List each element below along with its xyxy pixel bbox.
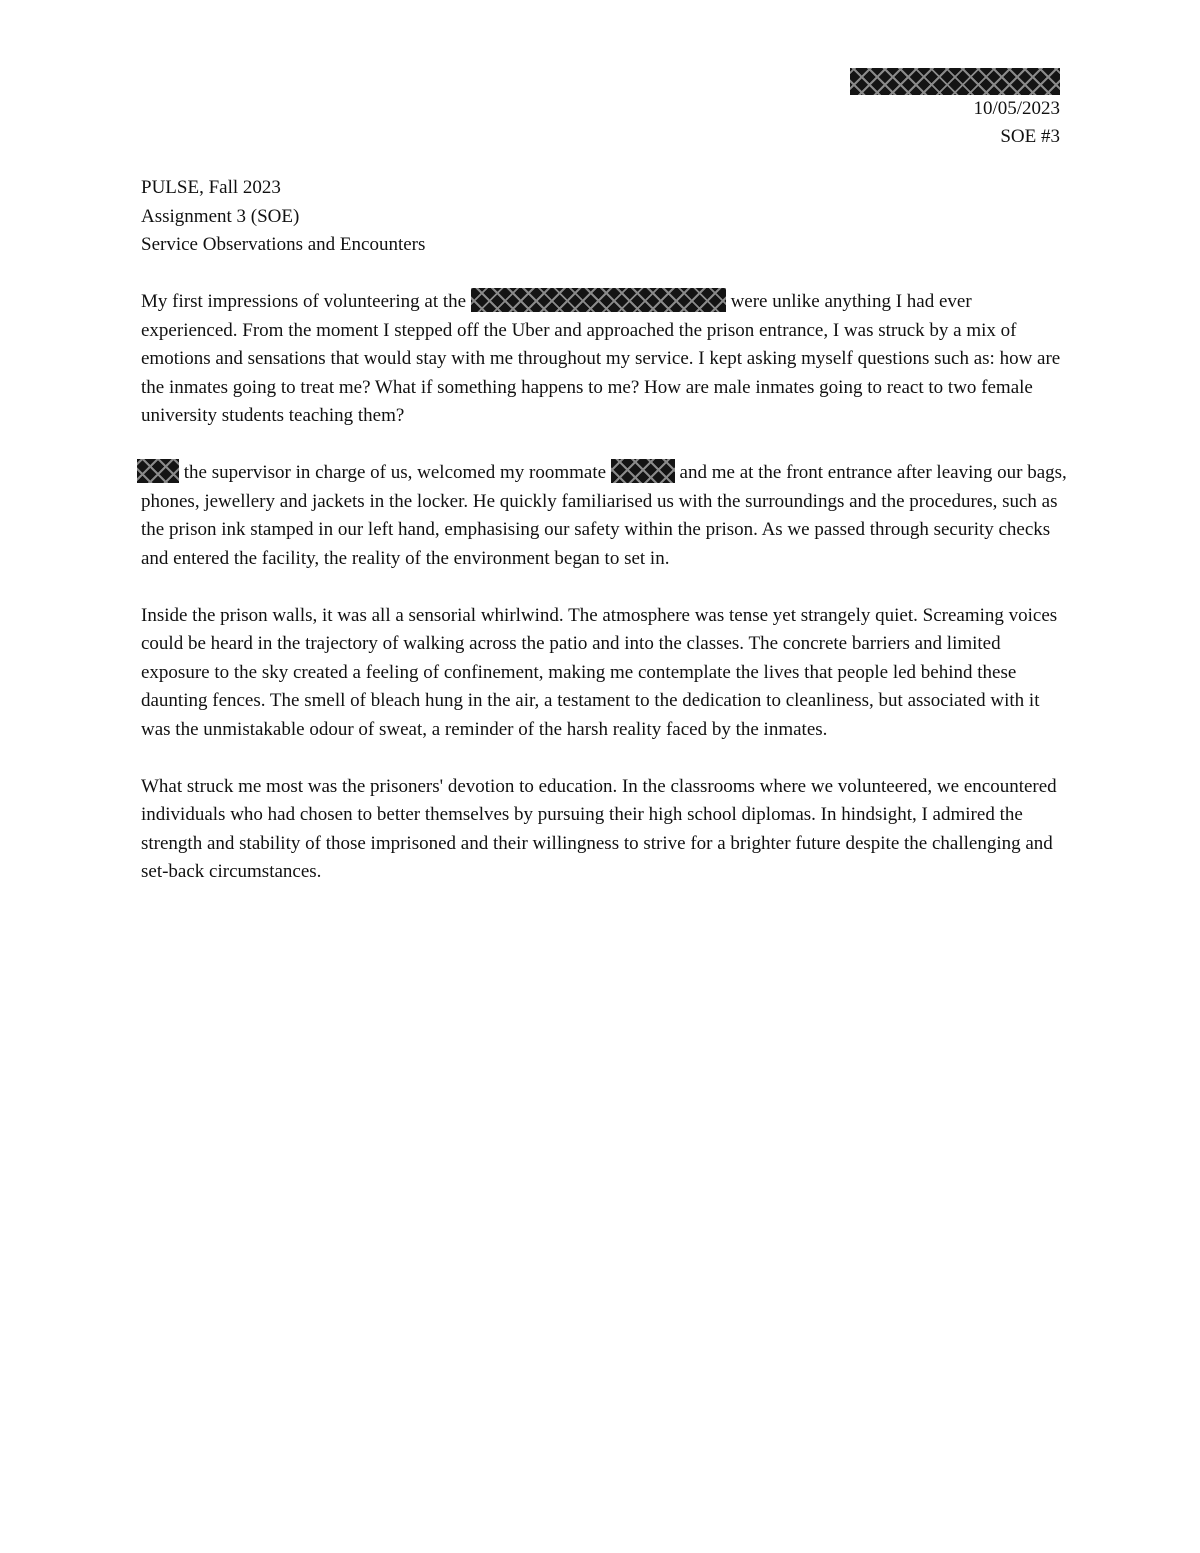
paragraph-4: What struck me most was the prisoners' devotion to education. In the classrooms where we volunteered, we encountered individuals who had chosen to better themselves by pursuing their high school diplomas. In hindsight, I admired the strength and stability of those imprisoned and their willingness to strive for a brighter future despite the challenging and set-back circumstances. xyxy=(141,775,1057,882)
paragraph-2 xyxy=(141,459,1071,573)
header-date: 10/05/2023 xyxy=(973,98,1060,119)
paragraph-1-rest: were unlike anything I had ever experienced. From the moment I stepped off the Uber and approached the prison entrance, I was struck by a mix of emotions and sensations that would stay with me throughout my service. I kept asking myself questions such as: how are the inmates going to treat me? What if something happens to me? How are male inmates going to react to two female university students teaching them? xyxy=(141,291,1061,426)
redacted-facility-name xyxy=(471,288,726,312)
paragraph-1-start: My first impressions of volunteering at the xyxy=(141,291,471,312)
essay-body xyxy=(141,288,1071,915)
course-meta xyxy=(141,174,425,260)
paragraph-2-rest: and me at the front entrance after leaving our bags, phones, jewellery and jackets in the locker. He quickly familiarised us with the surroundings and the procedures, such as the prison ink stamped in our left hand, emphasising our safety within the prison. As we passed through security checks and entered the facility, the reality of the environment began to set in. xyxy=(141,462,1067,569)
header-label: SOE #3 xyxy=(1000,126,1060,147)
subtitle-line: Service Observations and Encounters xyxy=(141,234,426,255)
redacted-author-name xyxy=(850,68,1060,95)
redacted-supervisor-name xyxy=(137,459,179,483)
header-block xyxy=(850,68,1060,151)
assignment-line: Assignment 3 (SOE) xyxy=(141,205,300,227)
course-line: PULSE, Fall 2023 xyxy=(141,177,281,198)
paragraph-1 xyxy=(141,288,1071,431)
paragraph-2-start: the supervisor in charge of us, welcomed my roommate xyxy=(179,462,611,483)
redacted-roommate-name xyxy=(611,459,675,483)
paragraph-3: Inside the prison walls, it was all a sensorial whirlwind. The atmosphere was tense yet strangely quiet. Screaming voices could be heard in the trajectory of walking across the patio and into the classes. The concrete barriers and limited exposure to the sky created a feeling of confinement, making me contemplate the lives that people led behind these daunting fences. The smell of bleach hung in the air, a testament to the dedication to cleanliness, but associated with it was the unmistakable odour of sweat, a reminder of the harsh reality faced by the inmates. xyxy=(141,604,1058,740)
